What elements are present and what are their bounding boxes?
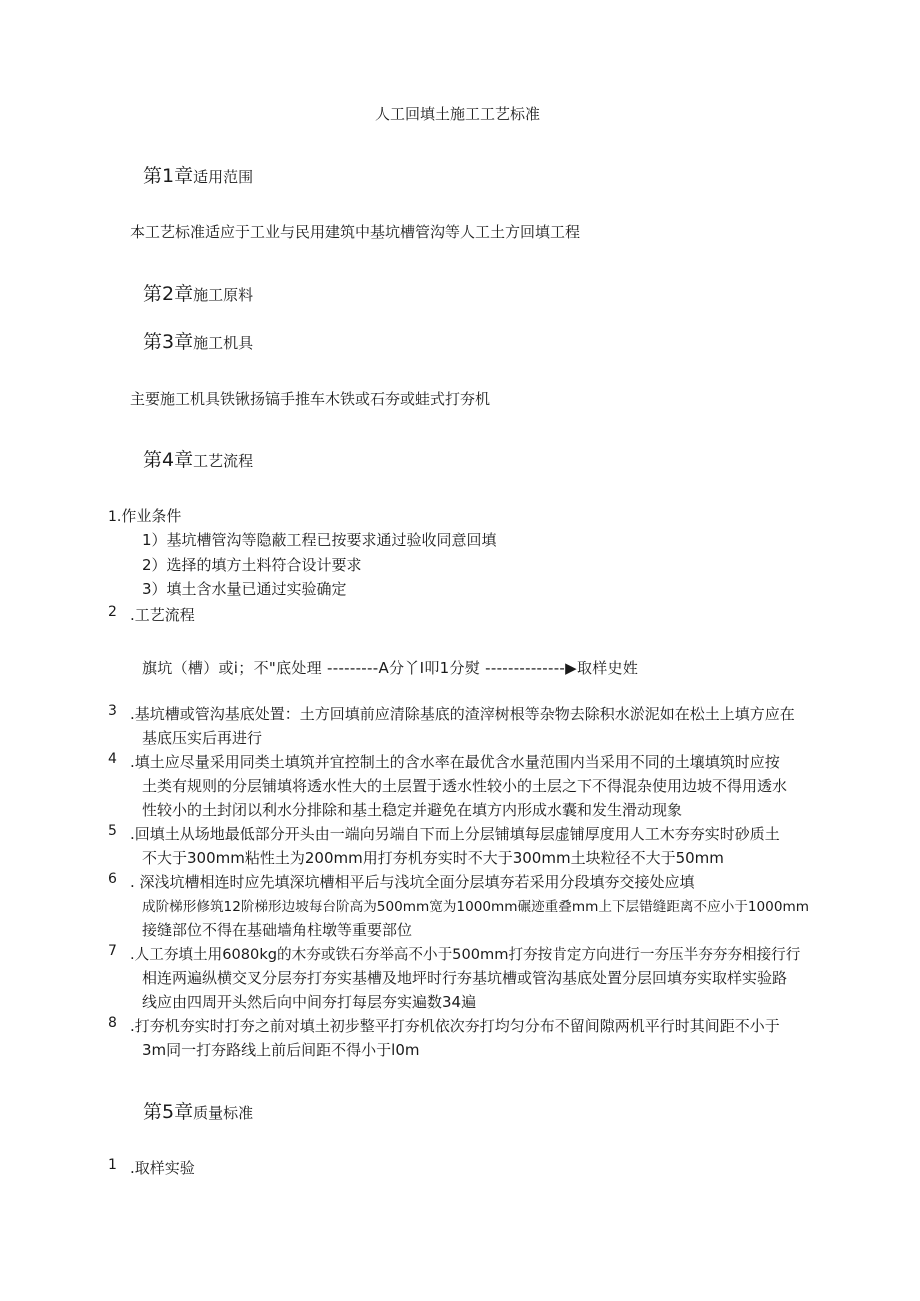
section-number: 4 xyxy=(108,751,117,767)
chapter-title: 施工机具 xyxy=(193,334,254,352)
chapter-3-heading xyxy=(143,327,253,354)
section-line: 接缝部位不得在基础墙角柱墩等重要部位 xyxy=(142,921,413,939)
chapter-title: 质量标准 xyxy=(193,1104,254,1122)
section-number: 6 xyxy=(108,871,117,887)
section-line: 不大于300mm粘性土为200mm用打夯机夯实时不大于300mm土块粒径不大于50mm xyxy=(142,849,724,867)
chapter-1-heading xyxy=(143,161,253,188)
chapter-number: 第4章 xyxy=(143,449,194,471)
section-line: 线应由四周开头然后向中间夯打每层夯实遍数34遍 xyxy=(142,993,477,1011)
list-item: 2）选择的填方土料符合设计要求 xyxy=(142,556,362,574)
process-flow-line: 旗坑（槽）或i；不"底处理 ---------A分丫I叩1分熨 --------------▶取样史姓 xyxy=(142,659,639,677)
chapter-1-text: 本工艺标准适应于工业与民用建筑中基坑槽管沟等人工土方回填工程 xyxy=(130,223,581,241)
section-line: 相连两遍纵横交叉分层夯打夯实基槽及地坪时行夯基坑槽或管沟基底处置分层回填夯实取样实验路 xyxy=(142,969,788,987)
chapter-4-heading xyxy=(143,445,253,472)
chapter-number: 第5章 xyxy=(143,1101,194,1123)
chapter-3-text: 主要施工机具铁锹扬镐手推车木铁或石夯或蛙式打夯机 xyxy=(130,390,491,408)
section-number: 2 xyxy=(108,604,117,620)
section-line: 性较小的土封闭以利水分排除和基土稳定并避免在填方内形成水囊和发生滑动现象 xyxy=(142,801,683,819)
section-title: .取样实验 xyxy=(130,1159,195,1177)
list-item: 3）填土含水量已通过实验确定 xyxy=(142,580,347,598)
section-number: 1 xyxy=(108,1157,117,1173)
section-number: 3 xyxy=(108,703,117,719)
section-number: 8 xyxy=(108,1015,117,1031)
chapter-number: 第3章 xyxy=(143,331,194,353)
section-number: 7 xyxy=(108,943,117,959)
section-number: 1. xyxy=(108,509,122,525)
list-item: 1）基坑槽管沟等隐蔽工程已按要求通过验收同意回填 xyxy=(142,531,497,549)
chapter-title: 适用范围 xyxy=(193,168,254,186)
chapter-number: 第1章 xyxy=(143,165,194,187)
chapter-2-heading xyxy=(143,279,253,306)
section-line: .回填土从场地最低部分开头由一端向另端自下而上分层铺填每层虚铺厚度用人工木夯夯实时砂质土 xyxy=(130,825,780,843)
chapter-title: 施工原料 xyxy=(193,286,254,304)
section-1-heading xyxy=(108,505,181,526)
section-line: . 深浅坑槽相连时应先填深坑槽相平后与浅坑全面分层填夯若采用分段填夯交接处应填 xyxy=(130,873,695,891)
section-line: .人工夯填土用6080kg的木夯或铁石夯举高不小于500mm打夯按肯定方向进行一夯压半夯夯夯相接行行 xyxy=(130,946,801,963)
section-number: 5 xyxy=(108,823,117,839)
section-line: .基坑槽或管沟基底处置：土方回填前应清除基底的渣滓树根等杂物去除积水淤泥如在松土上填方应在 xyxy=(130,705,795,723)
section-title: 作业条件 xyxy=(121,507,182,525)
section-line: 土类有规则的分层铺填将透水性大的土层置于透水性较小的土层之下不得混杂使用边坡不得用透水 xyxy=(142,777,788,795)
chapter-5-heading xyxy=(143,1097,253,1124)
chapter-number: 第2章 xyxy=(143,283,194,305)
section-line: .打夯机夯实时打夯之前对填土初步整平打夯机依次夯打均匀分布不留间隙两机平行时其间距不小于 xyxy=(130,1017,780,1035)
section-line: 成阶梯形修筑12阶梯形边坡每台阶高为500mm宽为1000mm碾迹重叠mm上下层错缝距离不应小于1000mm xyxy=(142,899,809,915)
section-line: .填土应尽量采用同类土填筑并宜控制土的含水率在最优含水量范围内当采用不同的土壤填筑时应按 xyxy=(130,753,780,771)
section-title: .工艺流程 xyxy=(130,606,195,624)
section-line: 3m同一打夯路线上前后间距不得小于l0m xyxy=(142,1041,420,1059)
chapter-title: 工艺流程 xyxy=(193,452,254,470)
document-title: 人工回填土施工工艺标准 xyxy=(375,105,541,123)
section-line: 基底压实后再进行 xyxy=(142,729,263,747)
